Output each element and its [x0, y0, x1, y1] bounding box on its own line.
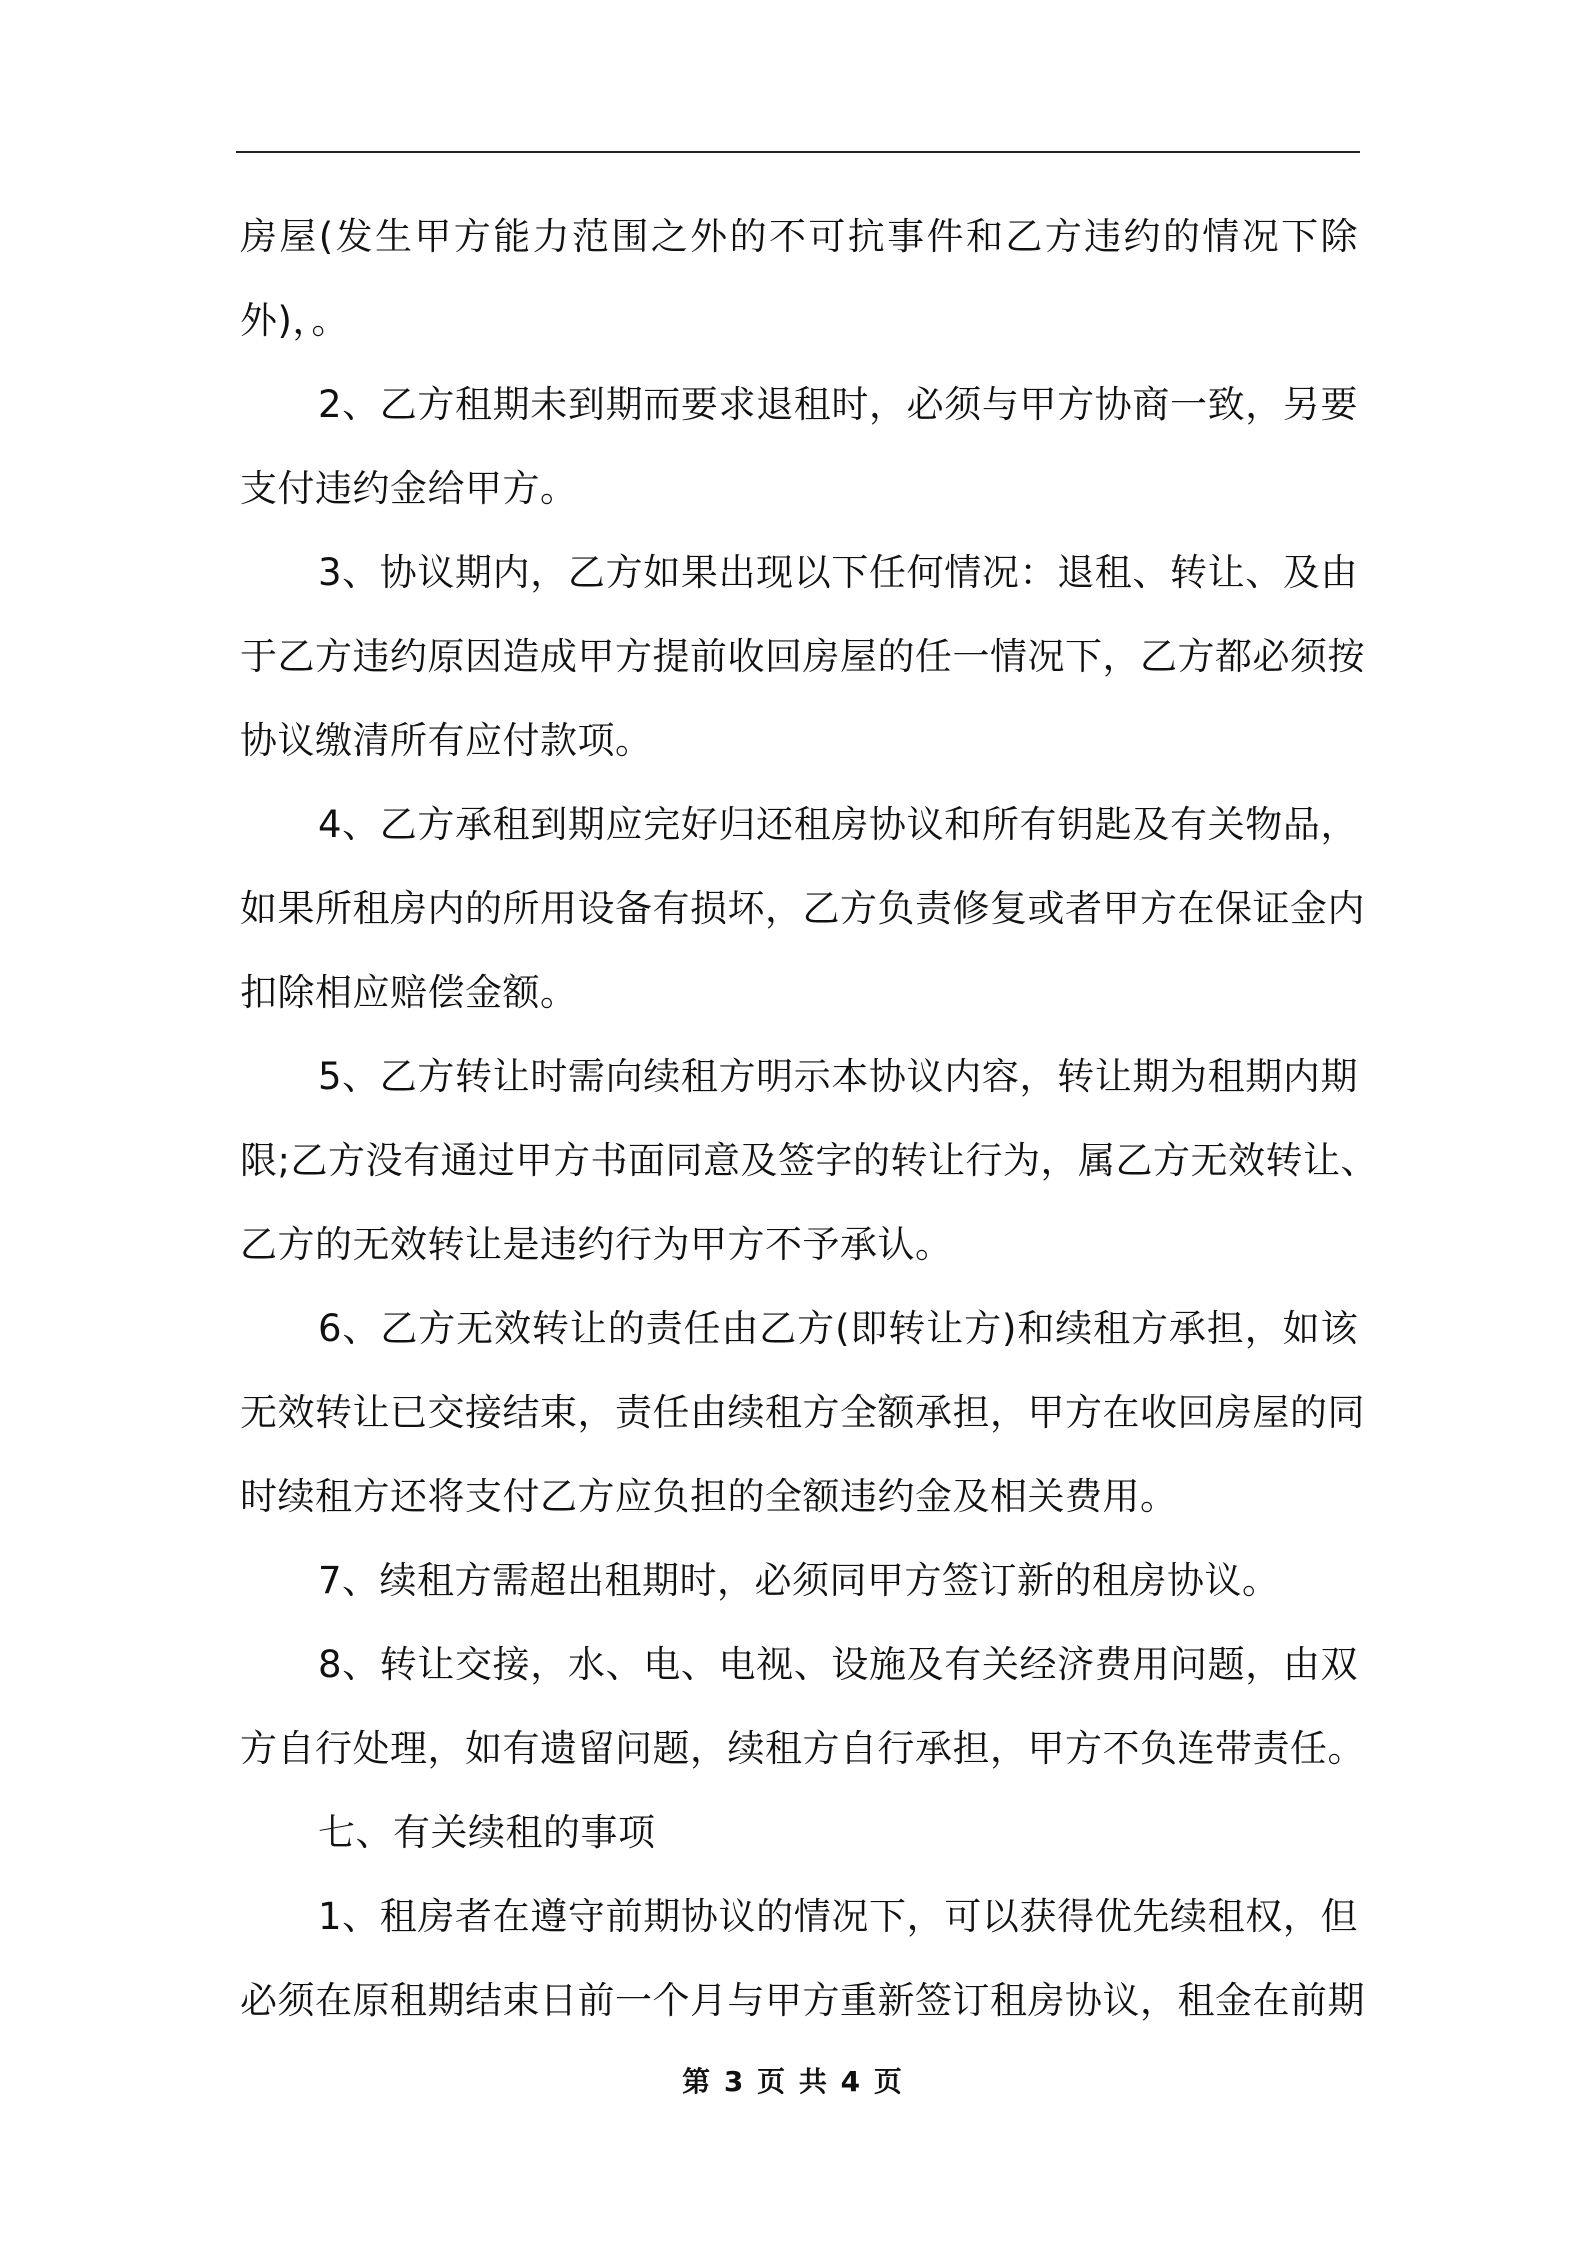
- text-line: 协议缴清所有应付款项。: [240, 719, 653, 762]
- text-line: 3、协议期内，乙方如果出现以下任何情况：退租、转让、及由: [318, 551, 1358, 594]
- text-line: 4、乙方承租到期应完好归还租房协议和所有钥匙及有关物品，: [318, 803, 1358, 846]
- text-line: 于乙方违约原因造成甲方提前收回房屋的任一情况下，乙方都必须按: [240, 635, 1365, 678]
- text-line: 8、转让交接，水、电、电视、设施及有关经济费用问题，由双: [318, 1643, 1358, 1686]
- text-line: 无效转让已交接结束，责任由续租方全额承担，甲方在收回房屋的同: [240, 1391, 1365, 1434]
- section-heading: 七、有关续租的事项: [318, 1811, 656, 1854]
- document-body: [240, 195, 1378, 2043]
- text-line: 限;乙方没有通过甲方书面同意及签字的转让行为，属乙方无效转让、: [240, 1139, 1378, 1182]
- page-footer: 第 3 页 共 4 页: [682, 2065, 904, 2098]
- text-line: 时续租方还将支付乙方应负担的全额违约金及相关费用。: [240, 1475, 1178, 1518]
- text-line: 6、乙方无效转让的责任由乙方(即转让方)和续租方承担，如该: [318, 1307, 1358, 1350]
- text-line: 如果所租房内的所用设备有损坏，乙方负责修复或者甲方在保证金内: [240, 887, 1365, 930]
- text-line: 2、乙方租期未到期而要求退租时，必须与甲方协商一致，另要: [318, 383, 1358, 426]
- text-line: 扣除相应赔偿金额。: [240, 971, 578, 1014]
- text-line: 支付违约金给甲方。: [240, 467, 578, 510]
- text-line: 乙方的无效转让是违约行为甲方不予承认。: [240, 1223, 953, 1266]
- text-line: 7、续租方需超出租期时，必须同甲方签订新的租房协议。: [318, 1559, 1280, 1602]
- header-rule: [236, 151, 1360, 153]
- text-line: 必须在原租期结束日前一个月与甲方重新签订租房协议，租金在前期: [240, 1979, 1365, 2022]
- text-line: 1、租房者在遵守前期协议的情况下，可以获得优先续租权，但: [318, 1895, 1358, 1938]
- text-line: 方自行处理，如有遗留问题，续租方自行承担，甲方不负连带责任。: [240, 1727, 1365, 1770]
- text-line: 5、乙方转让时需向续租方明示本协议内容，转让期为租期内期: [318, 1055, 1358, 1098]
- text-line: 外)，。: [240, 299, 349, 342]
- text-line: 房屋(发生甲方能力范围之外的不可抗事件和乙方违约的情况下除: [240, 215, 1358, 258]
